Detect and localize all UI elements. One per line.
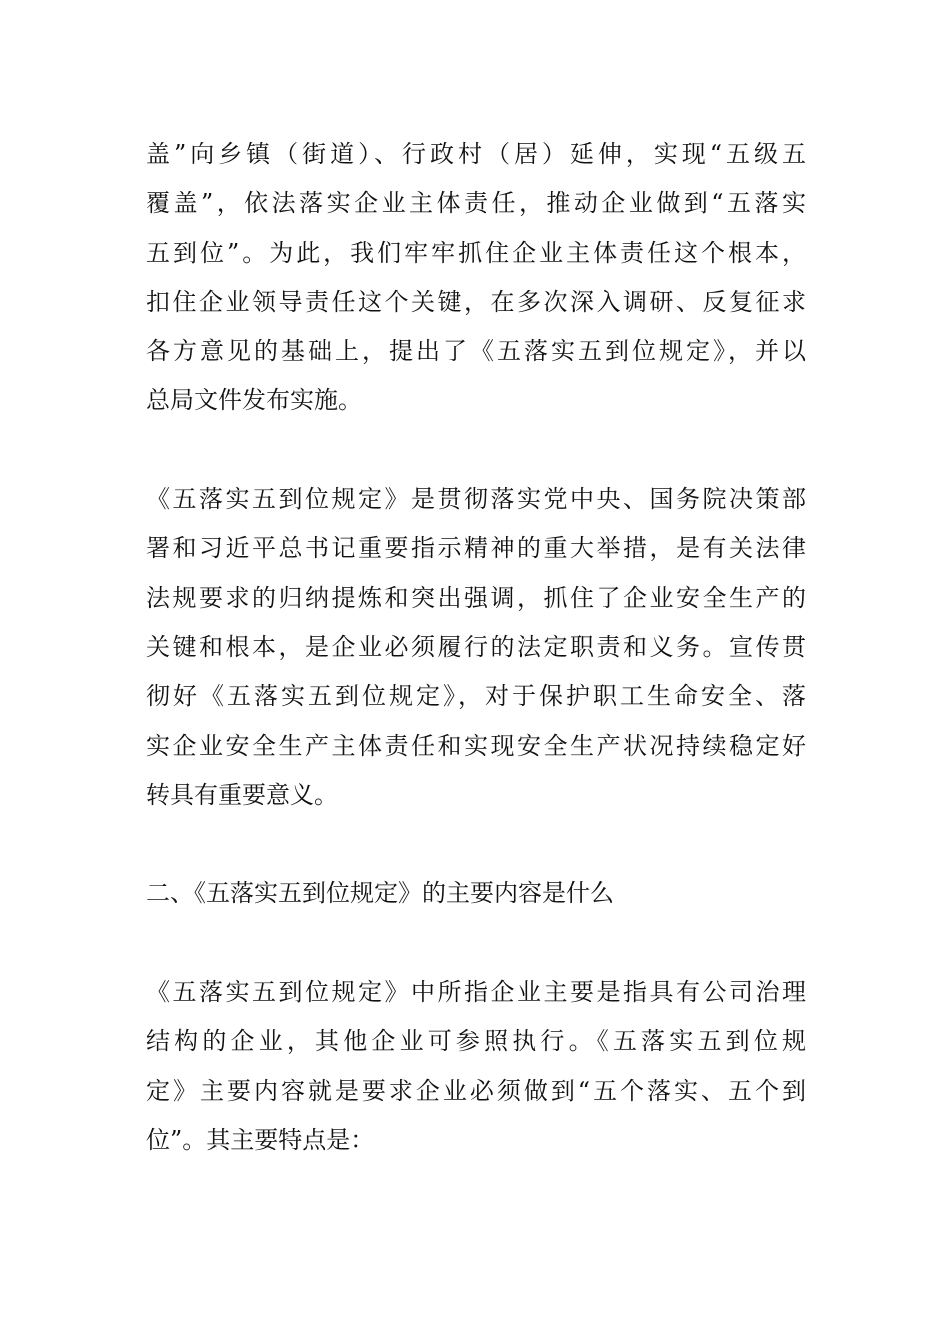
text-line: 位”。其主要特点是：: [146, 1125, 375, 1154]
text-line: 关键和根本，是企业必须履行的法定职责和义务。宣传贯: [146, 632, 806, 661]
paragraph-spacer: [146, 919, 806, 968]
text-line: 实企业安全生产主体责任和实现安全生产状况持续稳定好: [146, 731, 806, 760]
document-body: [146, 130, 806, 1165]
text-line: 定》主要内容就是要求企业必须做到“五个落实、五个到: [146, 1076, 806, 1105]
text-line: 结构的企业，其他企业可参照执行。《五落实五到位规: [146, 1027, 806, 1056]
paragraph-2: [146, 475, 806, 820]
section-heading-text: 二、《五落实五到位规定》的主要内容是什么: [146, 879, 614, 908]
paragraph-3: [146, 968, 806, 1165]
section-heading: [146, 869, 806, 918]
text-line: 法规要求的归纳提炼和突出强调，抓住了企业安全生产的: [146, 583, 806, 612]
paragraph-1: [146, 130, 806, 426]
text-line: 转具有重要意义。: [146, 780, 338, 809]
text-line: 覆盖”，依法落实企业主体责任，推动企业做到“五落实: [146, 189, 806, 218]
paragraph-spacer: [146, 820, 806, 869]
text-line: 《五落实五到位规定》中所指企业主要是指具有公司治理: [146, 978, 806, 1007]
text-line: 彻好《五落实五到位规定》，对于保护职工生命安全、落: [146, 682, 806, 711]
text-line: 五到位”。为此，我们牢牢抓住企业主体责任这个根本，: [146, 238, 806, 267]
text-line: 《五落实五到位规定》是贯彻落实党中央、国务院决策部: [146, 485, 806, 514]
text-line: 各方意见的基础上，提出了《五落实五到位规定》，并以: [146, 337, 806, 366]
text-line: 盖”向乡镇（街道）、行政村（居）延伸，实现“五级五: [146, 140, 806, 168]
paragraph-spacer: [146, 426, 806, 475]
text-line: 署和习近平总书记重要指示精神的重大举措，是有关法律: [146, 534, 806, 563]
text-line: 扣住企业领导责任这个关键，在多次深入调研、反复征求: [146, 287, 806, 316]
text-line: 总局文件发布实施。: [146, 386, 362, 415]
